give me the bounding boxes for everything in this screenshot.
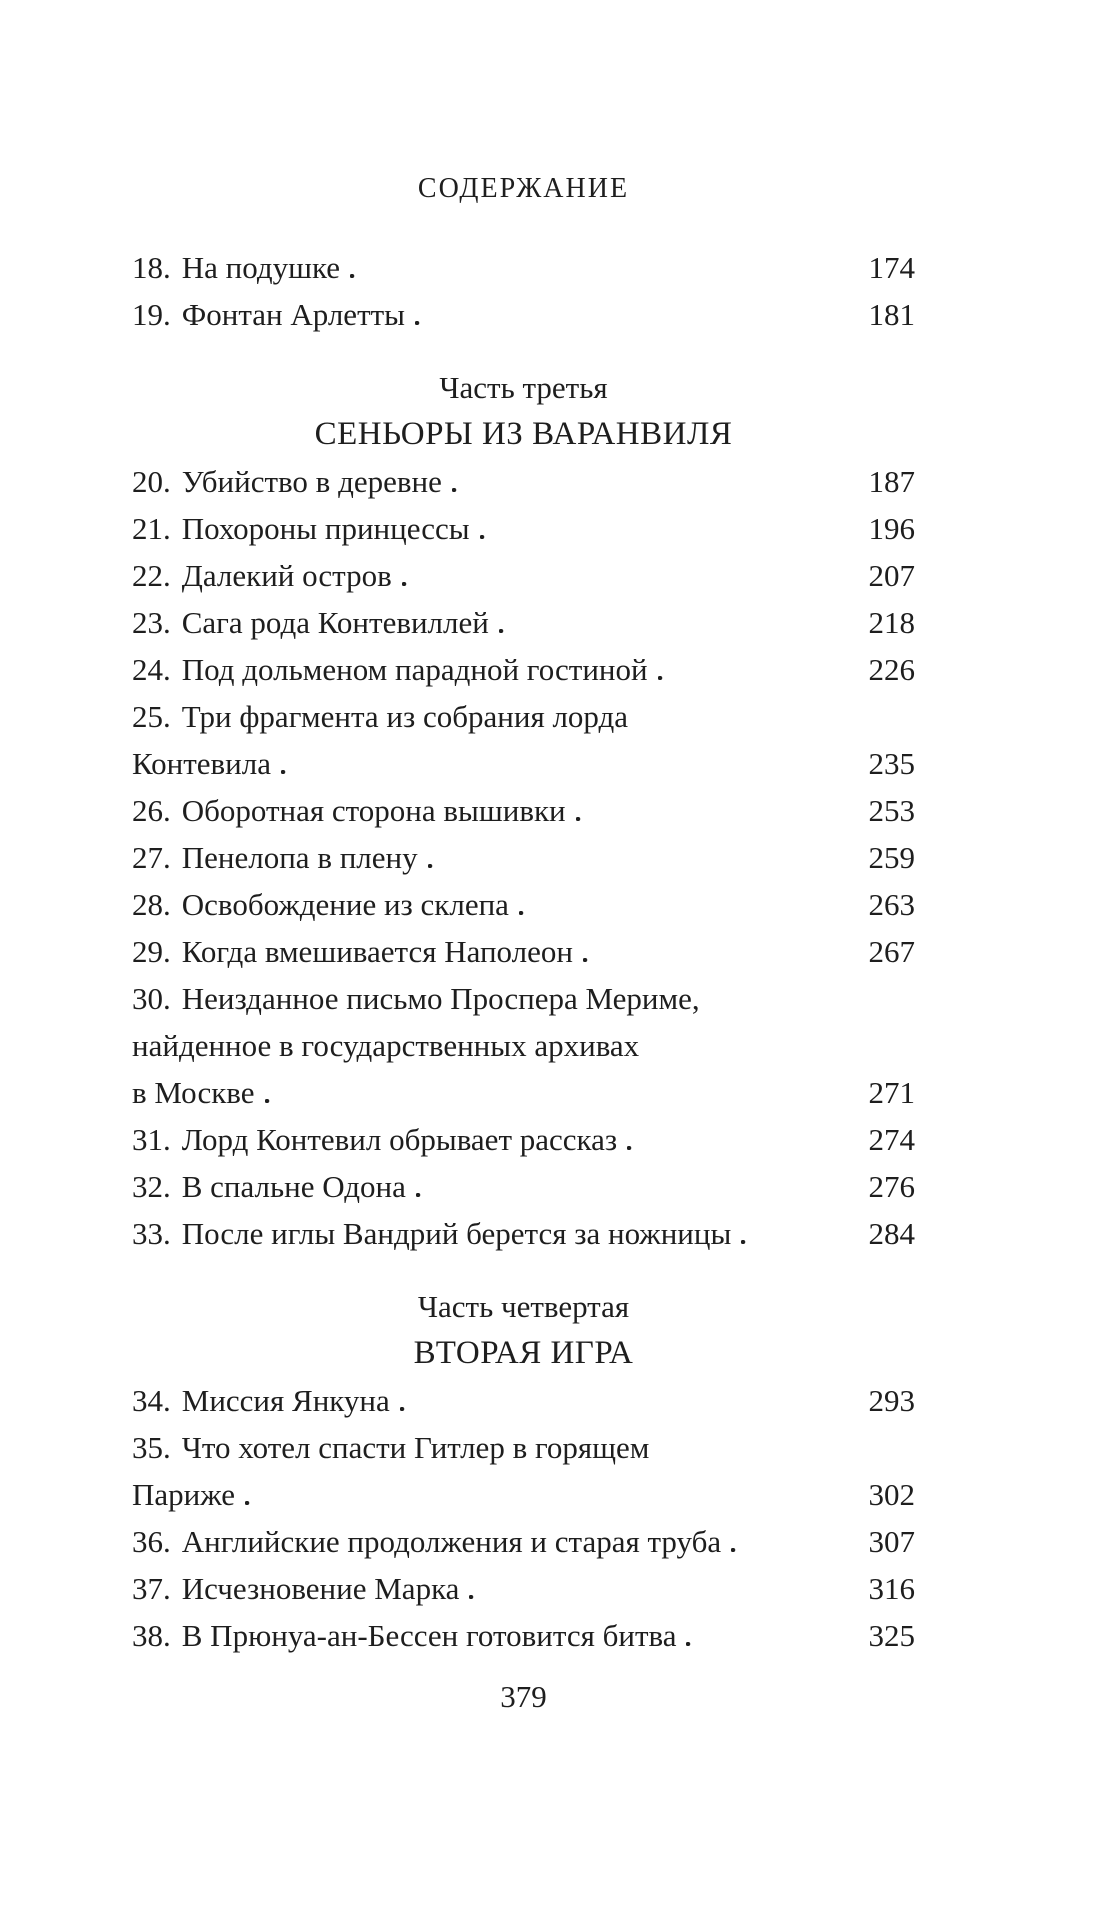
entry-number: 26. — [132, 793, 171, 828]
entry-page-number: 316 — [868, 1571, 915, 1606]
toc-entry-line — [132, 834, 915, 881]
entry-page-number: 276 — [868, 1169, 915, 1204]
dot-leader — [452, 488, 860, 492]
entry-title: На подушке — [181, 250, 341, 285]
toc-entry-line — [132, 787, 915, 834]
entry-title: Освобождение из склепа — [181, 887, 509, 922]
toc-entry-line — [132, 1022, 915, 1069]
dot-leader — [265, 1099, 860, 1103]
part-label: Часть четвертая — [417, 1289, 630, 1324]
toc-entry-line — [132, 1163, 915, 1210]
entry-title: Когда вмешивается Наполеон — [181, 934, 573, 969]
toc-entry-line — [132, 291, 915, 338]
toc-entry-line — [132, 646, 915, 693]
toc-section — [132, 244, 915, 338]
entry-page-number: 259 — [868, 840, 915, 875]
dot-leader — [658, 676, 860, 680]
entry-page-number: 253 — [868, 793, 915, 828]
entry-title: Что хотел спасти Гитлер в горящем — [181, 1430, 650, 1465]
part-header — [132, 364, 915, 458]
entry-number: 24. — [132, 652, 171, 687]
entry-list — [132, 458, 915, 1257]
toc-entry-line — [132, 1565, 915, 1612]
dot-leader — [469, 1595, 859, 1599]
entry-number: 37. — [132, 1571, 171, 1606]
entry-page-number: 284 — [868, 1216, 915, 1251]
toc-entry-line — [132, 552, 915, 599]
toc-entry-line — [132, 458, 915, 505]
toc-entry-line — [132, 1210, 915, 1257]
book-page — [132, 0, 915, 1720]
dot-leader — [741, 1240, 859, 1244]
entry-number: 32. — [132, 1169, 171, 1204]
toc-entry-line — [132, 1612, 915, 1659]
entry-page-number: 267 — [868, 934, 915, 969]
entry-number: 29. — [132, 934, 171, 969]
entry-title: Убийство в деревне — [181, 464, 442, 499]
entry-title: Неизданное письмо Проспера Мериме, — [181, 981, 700, 1016]
entry-number: 23. — [132, 605, 171, 640]
entry-title: Похороны принцессы — [181, 511, 470, 546]
dot-leader — [583, 958, 860, 962]
folio-page-number: 379 — [500, 1679, 547, 1714]
entry-number: 28. — [132, 887, 171, 922]
dot-leader — [281, 770, 860, 774]
entry-page-number: 174 — [868, 250, 915, 285]
entry-title: Фонтан Арлетты — [181, 297, 405, 332]
toc-section — [132, 1283, 915, 1659]
part-header — [132, 1283, 915, 1377]
entry-title: Далекий остров — [181, 558, 392, 593]
entry-number: 20. — [132, 464, 171, 499]
entry-page-number: 196 — [868, 511, 915, 546]
dot-leader — [402, 582, 860, 586]
dot-leader — [400, 1407, 860, 1411]
entry-number: 18. — [132, 250, 171, 285]
entry-title: В Прюнуа-ан-Бессен готовится битва — [181, 1618, 677, 1653]
entry-number: 34. — [132, 1383, 171, 1418]
toc-entry-line — [132, 881, 915, 928]
entry-number: 30. — [132, 981, 171, 1016]
entry-page-number: 181 — [868, 297, 915, 332]
table-of-contents — [132, 244, 915, 1659]
entry-page-number: 302 — [868, 1477, 915, 1512]
toc-entry-line — [132, 693, 915, 740]
entry-list — [132, 1377, 915, 1659]
entry-title: Под дольменом парадной гостиной — [181, 652, 648, 687]
dot-leader — [499, 629, 860, 633]
toc-entry-line — [132, 975, 915, 1022]
entry-number: 27. — [132, 840, 171, 875]
entry-title: Сага рода Контевиллей — [181, 605, 489, 640]
part-title: СЕНЬОРЫ ИЗ ВАРАНВИЛЯ — [314, 416, 733, 452]
part-title: ВТОРАЯ ИГРА — [413, 1335, 634, 1371]
toc-entry-line — [132, 1471, 915, 1518]
toc-entry-line — [132, 1424, 915, 1471]
page-title: СОДЕРЖАНИЕ — [417, 173, 630, 204]
entry-page-number: 271 — [868, 1075, 915, 1110]
entry-page-number: 307 — [868, 1524, 915, 1559]
entry-page-number: 325 — [868, 1618, 915, 1653]
entry-page-number: 226 — [868, 652, 915, 687]
entry-number: 31. — [132, 1122, 171, 1157]
toc-entry-line — [132, 1377, 915, 1424]
entry-page-number: 207 — [868, 558, 915, 593]
entry-title: найденное в государственных архивах — [132, 1028, 640, 1063]
dot-leader — [576, 817, 860, 821]
dot-leader — [480, 535, 860, 539]
entry-number: 21. — [132, 511, 171, 546]
entry-title: Исчезновение Марка — [181, 1571, 460, 1606]
part-label: Часть третья — [439, 370, 608, 405]
toc-entry-line — [132, 740, 915, 787]
toc-entry-line — [132, 1116, 915, 1163]
dot-leader — [731, 1548, 859, 1552]
dot-leader — [350, 274, 859, 278]
entry-title: Контевила — [132, 746, 271, 781]
entry-title: Английские продолжения и старая труба — [181, 1524, 722, 1559]
entry-page-number: 235 — [868, 746, 915, 781]
entry-page-number: 263 — [868, 887, 915, 922]
entry-title: После иглы Вандрий берется за ножницы — [181, 1216, 732, 1251]
dot-leader — [415, 321, 860, 325]
toc-entry-line — [132, 928, 915, 975]
dot-leader — [245, 1501, 859, 1505]
entry-page-number: 274 — [868, 1122, 915, 1157]
entry-page-number: 218 — [868, 605, 915, 640]
entry-list — [132, 244, 915, 338]
entry-page-number: 293 — [868, 1383, 915, 1418]
dot-leader — [428, 864, 860, 868]
entry-number: 19. — [132, 297, 171, 332]
dot-leader — [416, 1193, 860, 1197]
entry-page-number: 187 — [868, 464, 915, 499]
entry-number: 38. — [132, 1618, 171, 1653]
entry-title: Лорд Контевил обрывает рассказ — [181, 1122, 618, 1157]
dot-leader — [627, 1146, 859, 1150]
toc-entry-line — [132, 1069, 915, 1116]
dot-leader — [519, 911, 860, 915]
entry-title: Оборотная сторона вышивки — [181, 793, 566, 828]
toc-entry-line — [132, 505, 915, 552]
entry-number: 36. — [132, 1524, 171, 1559]
toc-entry-line — [132, 599, 915, 646]
entry-number: 25. — [132, 699, 171, 734]
toc-entry-line — [132, 244, 915, 291]
entry-title: Париже — [132, 1477, 236, 1512]
dot-leader — [686, 1642, 859, 1646]
entry-number: 33. — [132, 1216, 171, 1251]
entry-title: Миссия Янкуна — [181, 1383, 390, 1418]
entry-title: В спальне Одона — [181, 1169, 406, 1204]
entry-title: Три фрагмента из собрания лорда — [181, 699, 629, 734]
entry-title: в Москве — [132, 1075, 255, 1110]
entry-title: Пенелопа в плену — [181, 840, 418, 875]
toc-entry-line — [132, 1518, 915, 1565]
entry-number: 22. — [132, 558, 171, 593]
toc-section — [132, 364, 915, 1257]
entry-number: 35. — [132, 1430, 171, 1465]
